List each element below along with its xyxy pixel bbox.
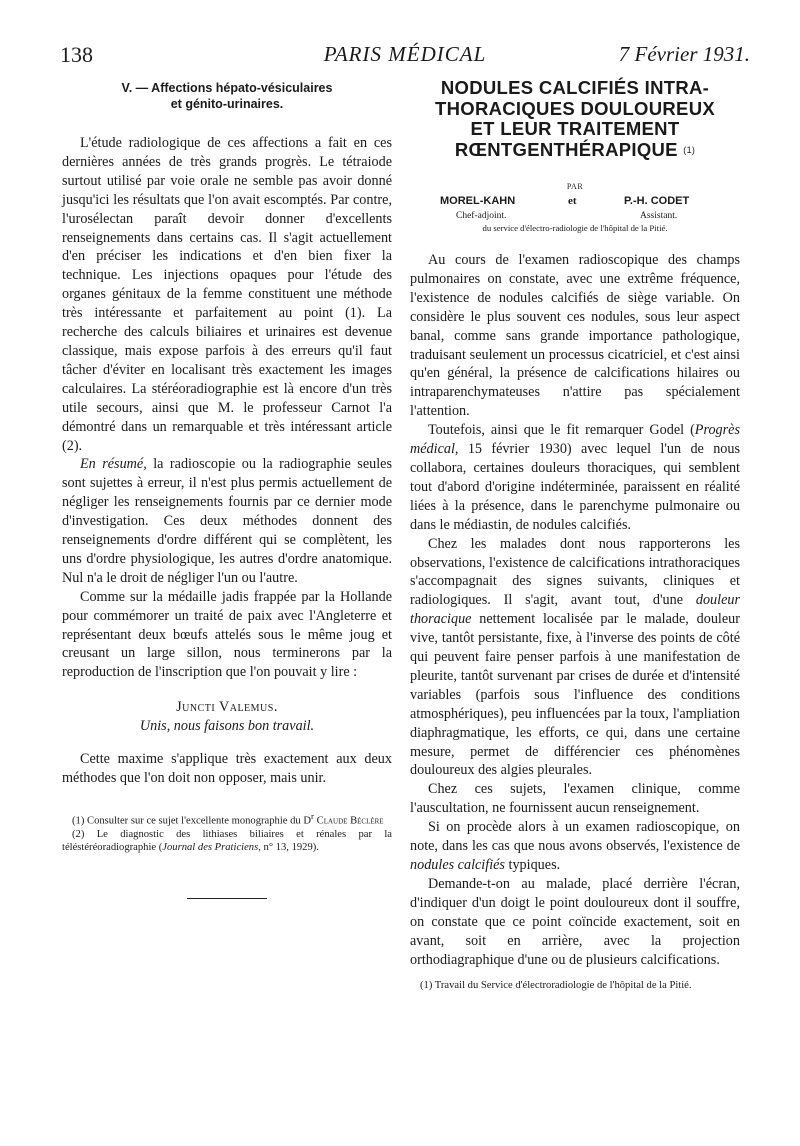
paragraph: L'étude radiologique de ces affections a fait en ces dernières années de très grands progrès. Le tétraiode surtout utilisé par voie orale ne semble pas avoir donné jusqu'ici les résultats que l'on avait escomptés. Par contre, l'urosélectan paraît devoir donner d'excellents renseignements dans certains cas. Il s'agit actuellement d'en préciser les indications et d'en bien fixer la technique. Les injections opaques pour l'étude des organes génitaux de la femme constituent une méthode très intéressante et parfaitement au point (1). La recherche des calculs biliaires et urinaires est devenue classique, mais expose parfois à des erreurs qu'il faut tâcher d'éviter en localisant très exactement les images calculaires. La stéréoradiographie est là encore d'un très utile secours, ainsi que M. le professeur Carnot l'a démontré dans un remarquable et très intéressant article (2). (62, 135, 392, 454)
right-column (410, 78, 740, 992)
paragraph: Si on procède alors à un examen radioscopique, on note, dans les cas que nous avons observés, l'existence de nodules calcifiés typiques. (410, 819, 740, 873)
section-heading: V. — Affections hépato-vésiculaires et génito-urinaires. (121, 81, 333, 111)
authors (410, 195, 740, 211)
article-title: NODULES CALCIFIÉS INTRA- THORACIQUES DOULOUREUX ET LEUR TRAITEMENT RŒNTGENTHÉRAPIQUE $^{(1)}$ (435, 77, 715, 160)
footnote: (1) Consulter sur ce sujet l'excellente monographie du $D^r$ Claude Béclère (72, 811, 384, 827)
left-column (62, 78, 392, 899)
paragraph: En résumé, la radioscopie ou la radiographie seules sont sujettes à erreur, il n'est plus permis actuellement de négliger les renseignements fournis par ce dernier mode d'investigation. Ces deux méthodes donnent des renseignements d'ordre différent qui se complètent, les uns d'ordre physiologique, les autres d'ordre anatomique. Nul n'a le droit de négliger l'un ou l'autre. (62, 456, 392, 586)
page-number: 138 (60, 42, 93, 67)
running-header (60, 42, 750, 72)
author-conjunction: et (568, 195, 577, 207)
author-roles (410, 211, 740, 223)
footnote: (1) Travail du Service d'électroradiologie de l'hôpital de la Pitié. (420, 980, 692, 992)
paragraph: Demande-t-on au malade, placé derrière l'écran, d'indiquer d'un doigt le point douloureux dont il souffre, on constate que ce point coïncide exactement, soit en avant, soit en arrière, avec la projection orthodiagraphique d'une ou de plusieurs calcifications. (410, 875, 740, 968)
author-1: MOREL-KAHN (440, 195, 516, 207)
byline-par: PAR (566, 182, 584, 191)
paragraph: Chez ces sujets, l'examen clinique, comme l'auscultation, ne fournissent aucun renseignement. (410, 781, 740, 817)
paragraph: Comme sur la médaille jadis frappée par la Hollande pour commémorer un traité de paix avec l'Angleterre et représentant deux bœufs attelés sous le même joug et creusant un large sillon, nous terminerons par la reproduction de l'inscription que l'on pouvait y lire : (62, 588, 392, 681)
journal-title: PARIS MÉDICAL (323, 42, 487, 66)
end-rule (187, 898, 267, 899)
role-2: Assistant. (640, 211, 678, 221)
motto-latin: Juncti Valemus. (176, 699, 278, 716)
motto-french: Unis, nous faisons bon travail. (139, 718, 315, 735)
paragraph: Chez les malades dont nous rapporterons les observations, l'existence de calcifications intrathoraciques s'accompagnait des signes suivants, cliniques et radiologiques. Il s'agit, avant tout, d'une douleur thoracique nettement localisée par le malade, douleur vive, tantôt persistante, fixe, à l'inverse des points de côté qui peuvent faire penser parfois à une manifestation de pleurite, tantôt survenant par crises de durée et d'intensité variables (parfois sous l'influence des conditions atmosphériques), peu influencées par la toux, l'ampliation diaphragmatique, les efforts, ce qui, dans une certaine mesure, permet de différencier ces phénomènes douloureux des algies pleurales. (410, 535, 740, 779)
issue-date: 7 Février 1931. (618, 42, 750, 66)
medal-inscription (62, 698, 392, 736)
paragraph: Toutefois, ainsi que le fit remarquer Godel (Progrès médical, 15 février 1930) avec lequel l'un de nous collabora, certaines douleurs thoraciques, qui semblent tout d'abord d'origine indéterminée, paraissent en réalité liées à la présence, dans le parenchyme pulmonaire ou dans le médiastin, de nodules calcifiés. (410, 422, 740, 533)
affiliation: du service d'électro-radiologie de l'hôpital de la Pitié. (482, 223, 668, 233)
paragraph: Cette maxime s'applique très exactement aux deux méthodes que l'on doit non opposer, mais unir. (62, 751, 392, 787)
author-2: P.-H. CODET (624, 195, 690, 207)
paragraph: Au cours de l'examen radioscopique des champs pulmonaires on constate, avec une extrême fréquence, l'existence de nodules calcifiés de siège variable. On considère le plus souvent ces nodules, sous leur aspect banal, comme sans grande importance pathologique, traduisant seulement un processus cicatriciel, et c'est ainsi qu'en général, la présence de calcifications hilaires ou intraparenchymateuses n'attire pas spécialement l'attention. (410, 252, 740, 420)
role-1: Chef-adjoint. (456, 211, 507, 221)
footnote: (2) Le diagnostic des lithiases biliaires et rénales par la téléstéréoradiographie (Journal des Praticiens, n° 13, 1929). (62, 828, 392, 853)
